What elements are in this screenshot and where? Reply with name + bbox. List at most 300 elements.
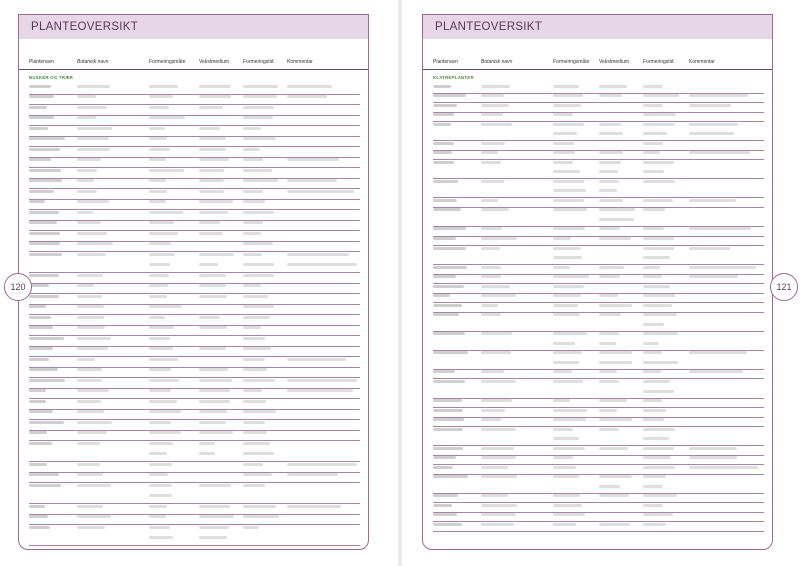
blurred-cell-text xyxy=(287,463,357,466)
blurred-cell-text xyxy=(243,179,278,182)
blurred-cell-text xyxy=(689,351,747,354)
blurred-cell-text xyxy=(553,437,579,440)
blurred-cell-text xyxy=(481,504,517,507)
blurred-cell-text xyxy=(433,161,454,164)
blurred-cell-text xyxy=(643,466,675,469)
blurred-cell-text xyxy=(77,526,105,529)
table-header xyxy=(423,59,772,70)
blurred-cell-text xyxy=(643,323,664,326)
blurred-cell-text xyxy=(29,137,65,140)
blurred-cell-text xyxy=(149,232,178,235)
blurred-cell-text xyxy=(481,313,501,316)
blurred-cell-text xyxy=(243,284,261,287)
blurred-cell-text xyxy=(243,232,261,235)
blurred-cell-text xyxy=(29,85,51,88)
blurred-cell-text xyxy=(243,389,262,392)
blurred-cell-text xyxy=(643,342,659,345)
blurred-cell-text xyxy=(553,428,573,431)
blurred-cell-text xyxy=(243,127,261,130)
blurred-cell-text xyxy=(643,437,669,440)
blurred-cell-text xyxy=(149,526,170,529)
blurred-cell-text xyxy=(149,494,172,497)
blurred-cell-text xyxy=(433,180,458,183)
blurred-cell-text xyxy=(29,179,62,182)
blurred-cell-text xyxy=(243,442,270,445)
blurred-cell-text xyxy=(553,370,572,373)
table-row xyxy=(433,350,764,370)
blurred-cell-text xyxy=(689,94,748,97)
blurred-cell-text xyxy=(433,409,463,412)
blurred-cell-text xyxy=(643,247,674,250)
table-row xyxy=(433,474,764,494)
blurred-cell-text xyxy=(599,180,619,183)
blurred-cell-text xyxy=(149,148,170,151)
blurred-cell-text xyxy=(553,475,579,478)
blurred-cell-text xyxy=(149,515,166,518)
blurred-cell-text xyxy=(199,326,227,329)
blurred-cell-text xyxy=(599,351,632,354)
blurred-cell-text xyxy=(199,379,232,382)
table-row xyxy=(29,440,360,462)
blurred-cell-text xyxy=(433,456,456,459)
blurred-cell-text xyxy=(599,494,629,497)
blurred-cell-text xyxy=(553,418,586,421)
blurred-cell-text xyxy=(199,221,220,224)
blurred-cell-text xyxy=(287,505,341,508)
blurred-cell-text xyxy=(433,199,457,202)
blurred-cell-text xyxy=(481,199,498,202)
blurred-cell-text xyxy=(553,466,576,469)
blurred-cell-text xyxy=(77,127,112,130)
blurred-cell-text xyxy=(599,189,617,192)
blurred-cell-text xyxy=(29,295,59,298)
blurred-cell-text xyxy=(481,456,516,459)
blurred-cell-text xyxy=(29,148,60,151)
blurred-cell-text xyxy=(199,179,224,182)
blurred-cell-text xyxy=(553,161,573,164)
blurred-cell-text xyxy=(599,399,627,402)
blurred-cell-text xyxy=(481,161,501,164)
blurred-cell-text xyxy=(287,190,354,193)
blurred-cell-text xyxy=(77,305,104,308)
blurred-cell-text xyxy=(643,104,663,107)
blurred-cell-text xyxy=(199,368,228,371)
table-row xyxy=(29,251,360,273)
blurred-cell-text xyxy=(599,208,635,211)
blurred-cell-text xyxy=(77,158,101,161)
blurred-cell-text xyxy=(149,116,185,119)
blurred-cell-text xyxy=(29,515,48,518)
blurred-cell-text xyxy=(29,379,65,382)
blurred-cell-text xyxy=(433,466,453,469)
blurred-cell-text xyxy=(29,368,58,371)
blurred-cell-text xyxy=(243,200,265,203)
blurred-cell-text xyxy=(553,123,584,126)
blurred-cell-text xyxy=(243,326,261,329)
blurred-cell-text xyxy=(29,347,53,350)
blurred-cell-text xyxy=(149,305,182,308)
blurred-cell-text xyxy=(433,313,459,316)
blurred-cell-text xyxy=(553,104,581,107)
blurred-cell-text xyxy=(553,361,579,364)
blurred-cell-text xyxy=(199,452,215,455)
blurred-cell-text xyxy=(553,237,571,240)
header-botanisk-navn: Botanisk navn xyxy=(481,59,513,65)
blurred-cell-text xyxy=(553,199,584,202)
blurred-cell-text xyxy=(77,421,112,424)
blurred-cell-text xyxy=(287,95,327,98)
blurred-cell-text xyxy=(243,410,276,413)
blurred-cell-text xyxy=(77,148,110,151)
blurred-cell-text xyxy=(243,463,263,466)
blurred-cell-text xyxy=(243,368,267,371)
blurred-cell-text xyxy=(199,526,229,529)
blurred-cell-text xyxy=(433,304,462,307)
table-row xyxy=(29,482,360,504)
blurred-cell-text xyxy=(433,227,466,230)
header-vekstmedium: Vekstmedium xyxy=(199,59,230,65)
blurred-cell-text xyxy=(599,304,632,307)
blurred-cell-text xyxy=(243,526,259,529)
right-page xyxy=(404,0,800,566)
blurred-cell-text xyxy=(243,295,268,298)
blurred-cell-text xyxy=(77,442,100,445)
blurred-cell-text xyxy=(77,200,109,203)
blurred-cell-text xyxy=(433,275,456,278)
blurred-cell-text xyxy=(243,379,275,382)
blurred-cell-text xyxy=(77,463,100,466)
blurred-cell-text xyxy=(149,85,178,88)
blurred-cell-text xyxy=(29,431,47,434)
blurred-cell-text xyxy=(149,410,181,413)
blurred-cell-text xyxy=(29,211,59,214)
blurred-cell-text xyxy=(149,368,171,371)
blurred-cell-text xyxy=(643,275,662,278)
blurred-cell-text xyxy=(599,370,617,373)
blurred-cell-text xyxy=(287,379,357,382)
blurred-cell-text xyxy=(199,85,231,88)
blurred-cell-text xyxy=(433,85,451,88)
blurred-cell-text xyxy=(433,370,455,373)
table-row xyxy=(433,521,764,532)
blurred-cell-text xyxy=(599,447,628,450)
table-header xyxy=(19,59,368,70)
blurred-cell-text xyxy=(643,418,664,421)
blurred-cell-text xyxy=(77,431,107,434)
blurred-cell-text xyxy=(553,113,573,116)
page-title: PLANTEOVERSIKT xyxy=(31,21,139,33)
blurred-cell-text xyxy=(149,421,171,424)
blurred-cell-text xyxy=(199,400,230,403)
blurred-cell-text xyxy=(29,116,54,119)
blurred-cell-text xyxy=(643,123,675,126)
blurred-cell-text xyxy=(433,123,451,126)
header-botanisk-navn: Botanisk navn xyxy=(77,59,109,65)
blurred-cell-text xyxy=(199,211,228,214)
blurred-cell-text xyxy=(689,199,736,202)
blurred-cell-text xyxy=(287,158,339,161)
blurred-cell-text xyxy=(149,347,173,350)
blurred-cell-text xyxy=(199,127,220,130)
blurred-cell-text xyxy=(243,106,274,109)
blurred-cell-text xyxy=(77,400,101,403)
blurred-cell-text xyxy=(29,106,47,109)
blurred-cell-text xyxy=(287,389,353,392)
blurred-cell-text xyxy=(199,148,226,151)
blurred-cell-text xyxy=(77,274,103,277)
blurred-cell-text xyxy=(77,368,102,371)
blurred-cell-text xyxy=(433,332,465,335)
blurred-cell-text xyxy=(149,211,183,214)
blurred-cell-text xyxy=(433,523,462,526)
blurred-cell-text xyxy=(481,247,500,250)
table-row xyxy=(433,178,764,198)
page-title: PLANTEOVERSIKT xyxy=(435,21,543,33)
blurred-cell-text xyxy=(433,418,464,421)
blurred-cell-text xyxy=(149,106,169,109)
blurred-cell-text xyxy=(29,337,64,340)
blurred-cell-text xyxy=(149,200,166,203)
blurred-cell-text xyxy=(643,180,675,183)
blurred-cell-text xyxy=(199,190,224,193)
blurred-cell-text xyxy=(553,456,573,459)
blurred-cell-text xyxy=(243,137,276,140)
blurred-cell-text xyxy=(553,275,589,278)
blurred-cell-text xyxy=(553,351,582,354)
blurred-cell-text xyxy=(481,285,510,288)
blurred-cell-text xyxy=(149,253,175,256)
header-plantenavn: Plantenavn xyxy=(433,59,459,65)
blurred-cell-text xyxy=(481,113,503,116)
blurred-cell-text xyxy=(433,113,454,116)
blurred-cell-text xyxy=(77,211,93,214)
blurred-cell-text xyxy=(553,294,581,297)
table-row xyxy=(29,524,360,546)
blurred-cell-text xyxy=(243,190,263,193)
blurred-cell-text xyxy=(287,85,332,88)
blurred-cell-text xyxy=(77,85,110,88)
blurred-cell-text xyxy=(643,513,673,516)
blurred-cell-text xyxy=(643,504,663,507)
blurred-cell-text xyxy=(149,137,167,140)
blurred-cell-text xyxy=(29,526,50,529)
blurred-cell-text xyxy=(243,452,274,455)
blurred-cell-text xyxy=(599,275,620,278)
blurred-cell-text xyxy=(553,285,584,288)
blurred-cell-text xyxy=(481,104,509,107)
blurred-cell-text xyxy=(243,400,266,403)
blurred-cell-text xyxy=(149,536,173,539)
blurred-cell-text xyxy=(149,431,181,434)
blurred-cell-text xyxy=(77,326,105,329)
blurred-cell-text xyxy=(199,253,234,256)
blurred-cell-text xyxy=(199,515,234,518)
blurred-cell-text xyxy=(553,142,574,145)
blurred-cell-text xyxy=(287,263,357,266)
blurred-cell-text xyxy=(643,256,670,259)
blurred-cell-text xyxy=(29,326,53,329)
blurred-cell-text xyxy=(29,127,48,130)
blurred-cell-text xyxy=(689,132,734,135)
blurred-cell-text xyxy=(149,505,167,508)
blurred-cell-text xyxy=(77,473,103,476)
blurred-cell-text xyxy=(199,284,226,287)
blurred-cell-text xyxy=(149,389,171,392)
blurred-cell-text xyxy=(481,123,512,126)
blurred-cell-text xyxy=(199,389,230,392)
blurred-cell-text xyxy=(643,294,675,297)
blurred-cell-text xyxy=(553,399,570,402)
blurred-cell-text xyxy=(29,274,59,277)
blurred-cell-text xyxy=(199,484,231,487)
blurred-cell-text xyxy=(29,190,54,193)
blurred-cell-text xyxy=(243,274,274,277)
blurred-cell-text xyxy=(481,494,508,497)
blurred-cell-text xyxy=(29,305,46,308)
blurred-cell-text xyxy=(599,380,619,383)
blurred-cell-text xyxy=(481,294,516,297)
header-kommentar: Kommentar xyxy=(689,59,715,65)
blurred-cell-text xyxy=(599,361,632,364)
blurred-cell-text xyxy=(77,137,109,140)
blurred-cell-text xyxy=(643,161,674,164)
blurred-cell-text xyxy=(643,208,665,211)
blurred-cell-text xyxy=(599,294,618,297)
blurred-cell-text xyxy=(243,242,273,245)
page-gutter xyxy=(398,0,402,566)
blurred-cell-text xyxy=(149,169,184,172)
blurred-cell-text xyxy=(481,275,501,278)
blurred-cell-text xyxy=(243,347,271,350)
blurred-cell-text xyxy=(643,94,679,97)
blurred-cell-text xyxy=(287,358,346,361)
blurred-cell-text xyxy=(599,161,621,164)
blurred-cell-text xyxy=(149,452,167,455)
blurred-cell-text xyxy=(199,137,226,140)
blurred-cell-text xyxy=(599,227,620,230)
blurred-cell-text xyxy=(199,106,223,109)
blurred-cell-text xyxy=(243,431,267,434)
blurred-cell-text xyxy=(149,337,170,340)
blurred-cell-text xyxy=(553,409,587,412)
blurred-cell-text xyxy=(29,95,54,98)
blurred-cell-text xyxy=(149,221,174,224)
blurred-cell-text xyxy=(77,221,101,224)
blurred-cell-text xyxy=(149,326,174,329)
blurred-cell-text xyxy=(199,421,226,424)
blurred-cell-text xyxy=(243,515,279,518)
table-row xyxy=(433,245,764,265)
blurred-cell-text xyxy=(29,410,53,413)
title-band xyxy=(19,15,368,39)
blurred-cell-text xyxy=(29,421,64,424)
blurred-cell-text xyxy=(599,409,617,412)
blurred-cell-text xyxy=(553,523,576,526)
blurred-cell-text xyxy=(481,399,512,402)
blurred-cell-text xyxy=(553,256,582,259)
blurred-cell-text xyxy=(149,473,168,476)
blurred-cell-text xyxy=(689,275,738,278)
blurred-cell-text xyxy=(77,242,113,245)
blurred-cell-text xyxy=(481,151,498,154)
blurred-cell-text xyxy=(433,151,452,154)
blurred-cell-text xyxy=(433,399,462,402)
blurred-cell-text xyxy=(599,218,634,221)
blurred-cell-text xyxy=(29,158,51,161)
blurred-cell-text xyxy=(29,400,46,403)
blurred-cell-text xyxy=(643,151,660,154)
blurred-cell-text xyxy=(553,85,579,88)
blurred-cell-text xyxy=(29,200,45,203)
blurred-cell-text xyxy=(689,266,756,269)
blurred-cell-text xyxy=(287,473,338,476)
blurred-cell-text xyxy=(433,380,465,383)
blurred-cell-text xyxy=(481,523,514,526)
blurred-cell-text xyxy=(689,104,731,107)
blurred-cell-text xyxy=(553,227,585,230)
blurred-cell-text xyxy=(199,263,218,266)
blurred-cell-text xyxy=(433,104,457,107)
blurred-cell-text xyxy=(29,221,57,224)
blurred-cell-text xyxy=(599,237,631,240)
blurred-cell-text xyxy=(199,347,226,350)
blurred-cell-text xyxy=(433,494,458,497)
blurred-cell-text xyxy=(199,316,220,319)
blurred-cell-text xyxy=(199,431,233,434)
blurred-cell-text xyxy=(243,505,276,508)
blurred-cell-text xyxy=(643,170,664,173)
blurred-cell-text xyxy=(481,447,514,450)
blurred-cell-text xyxy=(689,466,758,469)
blurred-cell-text xyxy=(199,95,231,98)
blurred-cell-text xyxy=(243,158,263,161)
blurred-cell-text xyxy=(643,199,673,202)
blurred-cell-text xyxy=(77,253,106,256)
blurred-cell-text xyxy=(243,484,265,487)
blurred-cell-text xyxy=(243,263,274,266)
blurred-cell-text xyxy=(77,116,96,119)
blurred-cell-text xyxy=(599,94,622,97)
blurred-cell-text xyxy=(433,266,467,269)
blurred-cell-text xyxy=(29,442,52,445)
blurred-cell-text xyxy=(599,123,621,126)
blurred-cell-text xyxy=(77,284,94,287)
title-band xyxy=(423,15,772,39)
blurred-cell-text xyxy=(643,428,675,431)
blurred-cell-text xyxy=(553,170,580,173)
table-row xyxy=(433,121,764,141)
blurred-cell-text xyxy=(643,523,666,526)
blurred-cell-text xyxy=(29,242,60,245)
left-page xyxy=(0,0,396,566)
blurred-cell-text xyxy=(29,389,46,392)
blurred-cell-text xyxy=(481,380,516,383)
blurred-cell-text xyxy=(149,242,171,245)
blurred-cell-text xyxy=(481,227,502,230)
blurred-cell-text xyxy=(433,247,466,250)
blurred-cell-text xyxy=(199,442,215,445)
blurred-cell-text xyxy=(553,304,578,307)
header-plantenavn: Plantenavn xyxy=(29,59,55,65)
blurred-cell-text xyxy=(643,85,663,88)
blurred-cell-text xyxy=(149,179,166,182)
blurred-cell-text xyxy=(481,370,504,373)
blurred-cell-text xyxy=(553,513,585,516)
blurred-cell-text xyxy=(77,337,111,340)
blurred-cell-text xyxy=(243,421,265,424)
blurred-cell-text xyxy=(643,447,674,450)
blurred-cell-text xyxy=(29,473,59,476)
